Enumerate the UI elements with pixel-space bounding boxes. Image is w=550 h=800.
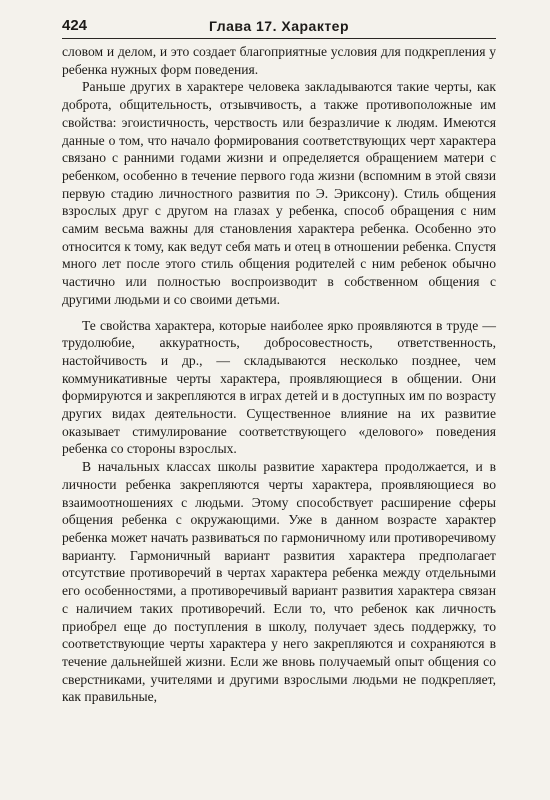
- paragraph-school-years: В начальных классах школы развитие характера продолжается, и в личности ребенка закрепляются черты характера, проявляющиеся во взаимоотношениях с людьми. Этому способствует расширение сферы общения ребенка с окружающими. Уже в данном возрасте характер ребенка может начать развиваться по гармоничному или противоречивому варианту. Гармоничный вариант развития характера предполагает отсутствие противоречий в чертах характера ребенка между отдельными его особенностями, а противоречивый вариант развития характера связан с наличием таких противоречий. Если то, что ребенок как личность приобрел еще до поступления в школу, получает здесь поддержку, то соответствующие черты характера у него закрепляются и сохраняются в течение дальнейшей жизни. Если же вновь получаемый опыт общения со сверстниками, учителями и другими взрослыми людьми не подкрепляет, как правильные,: [62, 459, 496, 705]
- paragraph-early-traits: Раньше других в характере человека закладываются такие черты, как доброта, общительность, отзывчивость, а также противоположные им свойства: эгоистичность, черствость или безразличие к людям. Имеются данные о том, что начало формирования соответствующих черт характера связано с ранними годами жизни и определяется обращением матери с ребенком, особенно в течение первого года жизни (вспомним в этой связи первую стадию личностного развития по Э. Эриксону). Стиль общения взрослых друг с другом на глазах у ребенка, способ обращения с ним самим весьма важны для становления характера ребенка. Особенно это относится к тому, как ведут себя мать и отец в отношении ребенка. Спустя много лет после этого стиль общения родителей с ним ребенок обычно частично или полностью воспроизводит в собственном общения с другими людьми и со своими детьми.: [62, 79, 496, 307]
- paragraph-work-traits: Те свойства характера, которые наиболее ярко проявляются в труде — трудолюбие, аккуратность, добросовестность, ответственность, настойчивость и др., — складываются несколько позднее, чем коммуникативные черты характера, проявляющиеся в общении. Они формируются и закрепляются в играх детей и в доступных им по возрасту других видах деятельности. Существенное влияние на их развитие оказывает стимулирование соответствующего «делового» поведения ребенка со стороны взрослых.: [62, 317, 496, 457]
- running-header: [62, 14, 496, 39]
- body-text: [62, 43, 496, 706]
- paragraph-continuation: словом и делом, и это создает благоприятные условия для подкрепления у ребенка нужных форм поведения.: [62, 44, 496, 77]
- chapter-title: Глава 17. Характер: [208, 18, 350, 34]
- page-number: 424: [62, 17, 88, 34]
